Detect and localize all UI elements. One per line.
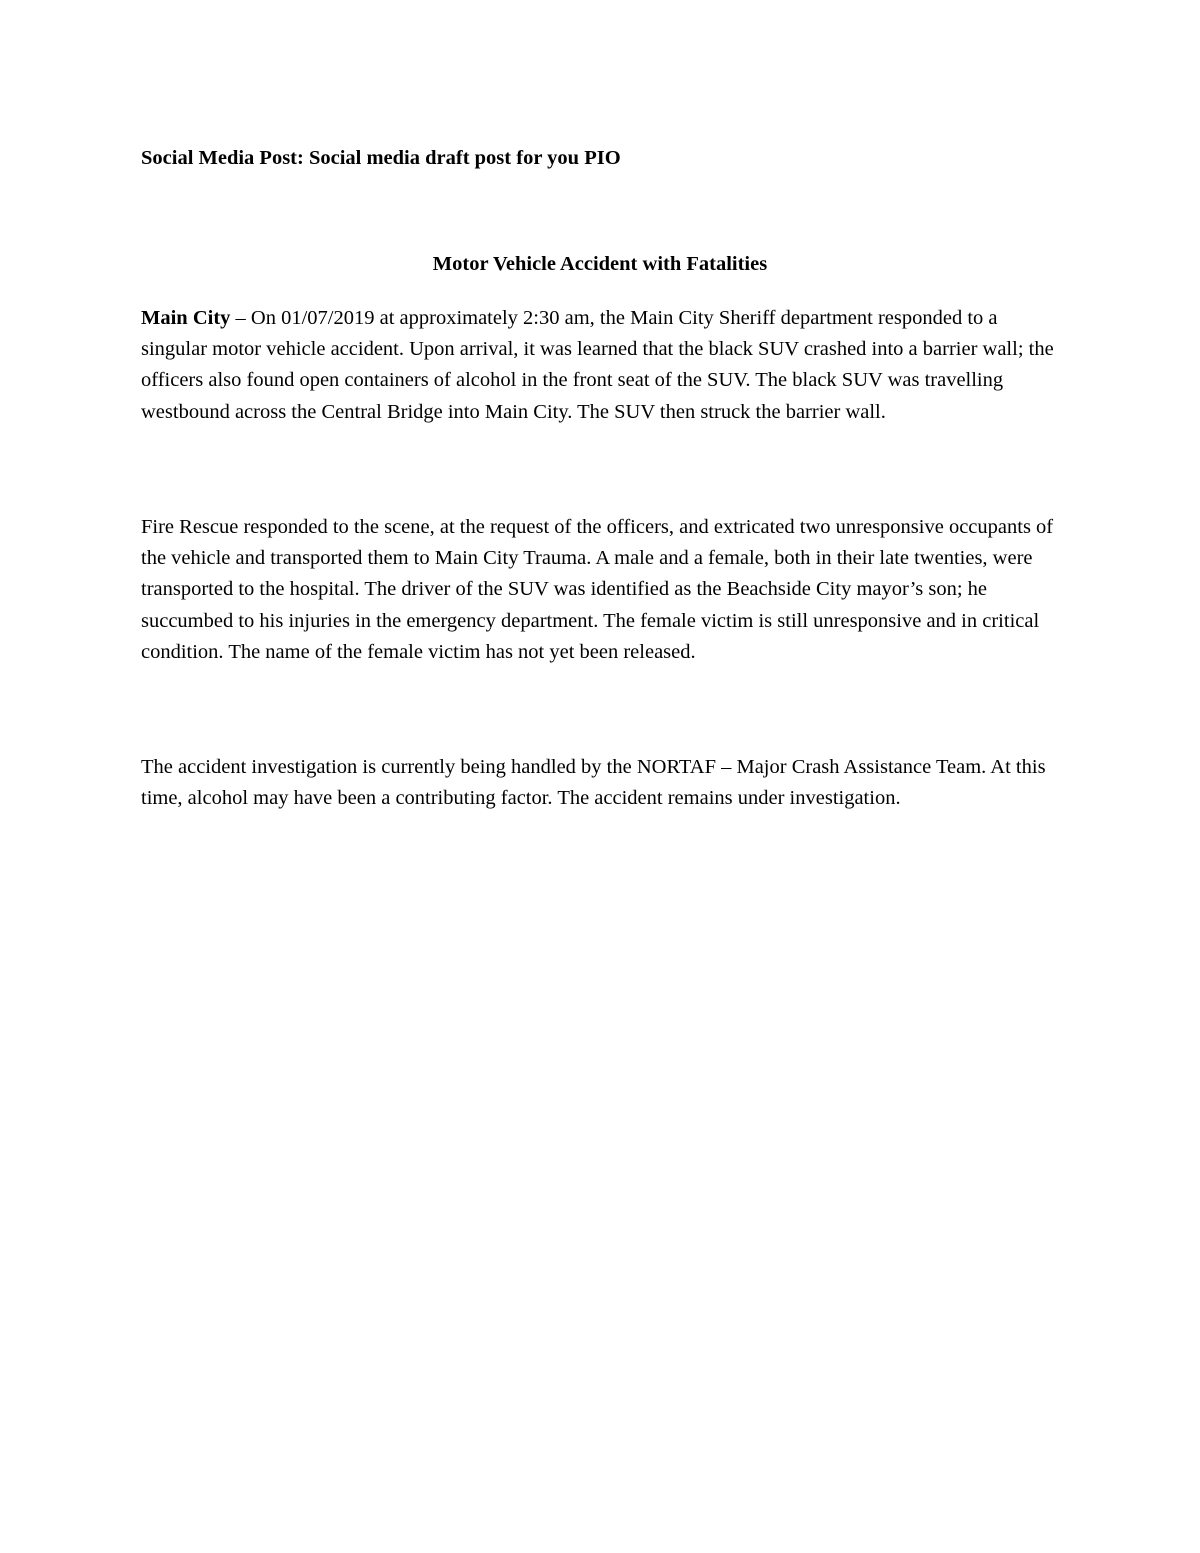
paragraph-1-text: – On 01/07/2019 at approximately 2:30 am, the Main City Sheriff department responded to a singular motor vehicle accident. Upon arrival, it was learned that the black SUV crashed into a barrier wall; the officers also found open containers of alcohol in the front seat of the SUV. The black SUV was travelling westbound across the Central Bridge into Main City. The SUV then struck the barrier wall. [141, 307, 1054, 423]
document-title: Motor Vehicle Accident with Fatalities [432, 253, 768, 275]
paragraph-2: Fire Rescue responded to the scene, at the request of the officers, and extricated two unresponsive occupants of the vehicle and transported them to Main City Trauma. A male and a female, both in their late twenties, were transported to the hospital. The driver of the SUV was identified as the Beachside City mayor’s son; he succumbed to his injuries in the emergency department. The female victim is still unresponsive and in critical condition. The name of the female victim has not yet been released. [141, 516, 1054, 663]
paragraph-1 [141, 303, 1063, 428]
dateline: Main City [141, 307, 231, 329]
document-heading: Social Media Post: Social media draft post for you PIO [141, 147, 621, 169]
paragraph-3: The accident investigation is currently being handled by the NORTAF – Major Crash Assistance Team. At this time, alcohol may have been a contributing factor. The accident remains under investigation. [141, 756, 1046, 810]
